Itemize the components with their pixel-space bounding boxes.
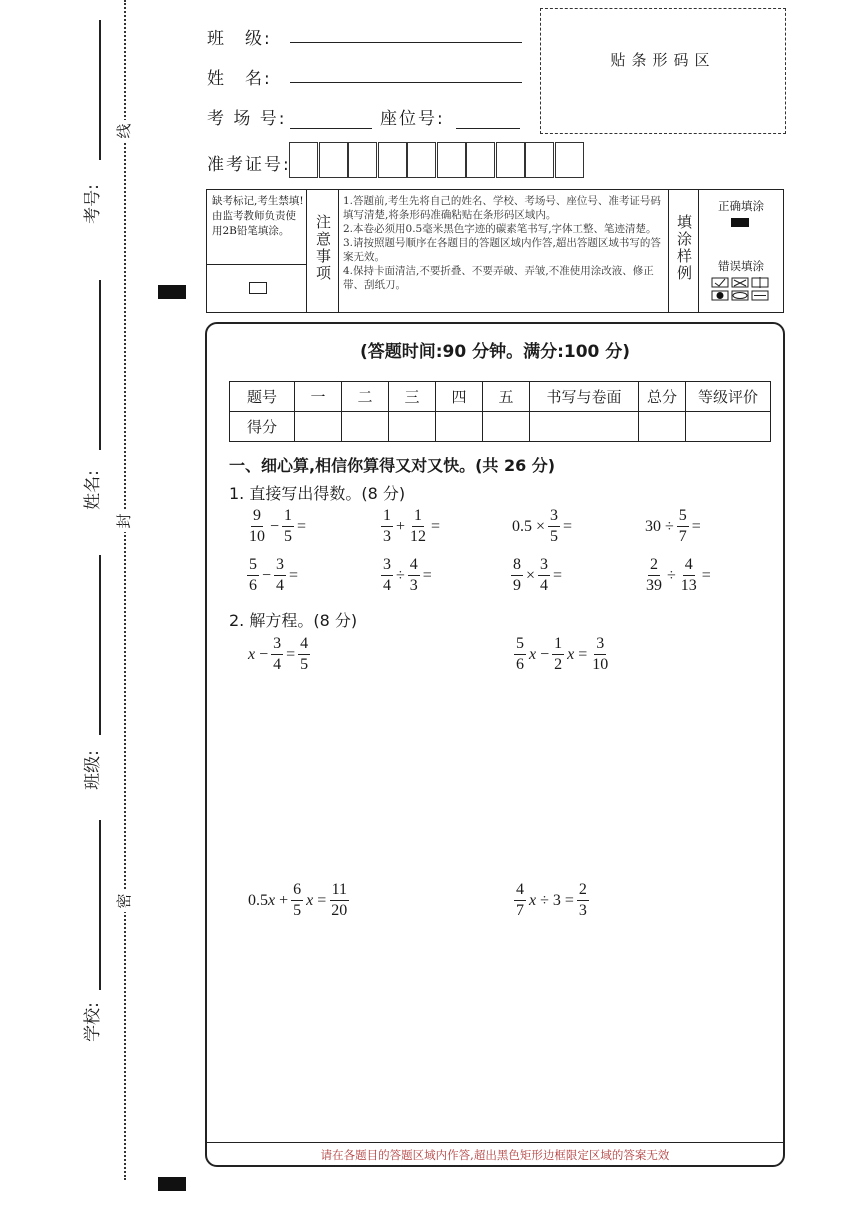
- fraction: $\frac{3}{4}$: [383, 556, 391, 594]
- table-header: 题号: [230, 382, 295, 412]
- fraction: $\frac{2}{3}$: [578, 881, 587, 919]
- answer-frame: [205, 322, 785, 1167]
- score-cell[interactable]: [342, 412, 389, 442]
- fraction: $\frac{4}{5}$: [300, 635, 309, 673]
- barcode-area: [540, 8, 786, 134]
- alignment-mark-bottom: [158, 1177, 186, 1191]
- time-info: (答题时间:90 分钟。满分:100 分): [359, 342, 631, 362]
- binding-dotted-line: [124, 0, 126, 1180]
- math-token: +: [396, 517, 406, 535]
- notice-item: 4.保持卡面清洁,不要折叠、不要弄破、弄皱,不准使用涂改液、修正带、刮纸刀。: [343, 265, 654, 291]
- fraction: $\frac{1}{3}$: [383, 507, 391, 545]
- q2-title: 2. 解方程。(8 分): [229, 611, 358, 630]
- wrong-fill-label: 错误填涂: [718, 259, 764, 273]
- class-field[interactable]: [290, 42, 522, 43]
- math-token: =: [317, 891, 327, 909]
- fraction: $\frac{6}{5}$: [293, 881, 302, 919]
- notice-items: [339, 190, 669, 312]
- math-token: =: [289, 566, 299, 584]
- math-token: =: [563, 517, 573, 535]
- binding-name-label: 姓名:: [83, 470, 103, 510]
- calc-expression: [643, 557, 713, 594]
- math-token: x: [306, 891, 314, 909]
- math-token: ×: [526, 566, 536, 584]
- math-token: x: [529, 891, 537, 909]
- seal-char-xian: 线: [113, 120, 135, 142]
- binding-school-line[interactable]: [99, 820, 101, 990]
- correct-fill-label: 正确填涂: [718, 199, 764, 213]
- room-label: 考 场 号:: [207, 109, 287, 129]
- calc-expression: [380, 557, 434, 594]
- name-field[interactable]: [290, 82, 522, 83]
- correct-fill-sample: [731, 218, 749, 227]
- calc-expression: [380, 508, 442, 545]
- absent-mark-text: 缺考标记,考生禁填!由监考教师负责使用2B铅笔填涂。: [212, 195, 304, 237]
- seat-field[interactable]: [456, 128, 520, 129]
- score-cell[interactable]: [389, 412, 436, 442]
- ticket-digit-box[interactable]: [437, 142, 466, 178]
- math-token: =: [701, 566, 711, 584]
- fraction: $\frac{4}{13}$: [680, 556, 697, 594]
- math-token: =: [422, 566, 432, 584]
- score-cell[interactable]: [639, 412, 686, 442]
- wrong-fill-samples: [711, 276, 773, 304]
- equation: [246, 882, 350, 919]
- fraction: $\frac{1}{5}$: [284, 507, 293, 545]
- ticket-digit-box[interactable]: [319, 142, 348, 178]
- score-cell[interactable]: [686, 412, 771, 442]
- ticket-digit-box[interactable]: [378, 142, 407, 178]
- math-token: =: [691, 517, 701, 535]
- table-header: 总分: [639, 382, 686, 412]
- math-token: ÷: [540, 891, 549, 909]
- score-table-score-row: [230, 412, 771, 442]
- math-token: −: [270, 517, 280, 535]
- math-token: =: [553, 566, 563, 584]
- absent-mark-column: [207, 190, 307, 312]
- binding-exam-no-label: 考号:: [83, 184, 103, 224]
- binding-school-label: 学校:: [83, 1002, 103, 1042]
- fraction: $\frac{3}{5}$: [550, 507, 559, 545]
- name-label: 姓 名:: [207, 69, 272, 89]
- fraction: $\frac{8}{9}$: [513, 556, 521, 594]
- binding-name-line[interactable]: [99, 280, 101, 450]
- notice-panel: [206, 189, 784, 313]
- ticket-digit-box[interactable]: [407, 142, 436, 178]
- calc-expression: [246, 557, 300, 594]
- score-cell[interactable]: [483, 412, 530, 442]
- sample-area: [699, 190, 783, 312]
- table-header: 三: [389, 382, 436, 412]
- table-header: 一: [295, 382, 342, 412]
- math-token: =: [297, 517, 307, 535]
- section1-title: 一、细心算,相信你算得又对又快。(共 26 分): [229, 456, 556, 475]
- math-token: ÷: [665, 517, 674, 535]
- room-field[interactable]: [290, 128, 372, 129]
- math-token: 30: [645, 517, 661, 535]
- calc-expression: [510, 557, 564, 594]
- score-table-header-row: [230, 382, 771, 412]
- math-token: −: [259, 645, 269, 663]
- ticket-digit-box[interactable]: [289, 142, 318, 178]
- equation: [513, 882, 590, 919]
- math-token: ÷: [396, 566, 405, 584]
- sample-title-column: [669, 190, 699, 312]
- table-header: 等级评价: [686, 382, 771, 412]
- math-token: =: [564, 891, 574, 909]
- ticket-digit-box[interactable]: [525, 142, 554, 178]
- notice-title-column: [307, 190, 339, 312]
- ticket-digit-box[interactable]: [496, 142, 525, 178]
- score-cell[interactable]: [295, 412, 342, 442]
- fraction: $\frac{9}{10}$: [249, 507, 265, 545]
- fraction: $\frac{5}{6}$: [249, 556, 257, 594]
- seat-label: 座位号:: [380, 109, 445, 129]
- ticket-digit-box[interactable]: [466, 142, 495, 178]
- math-token: ÷: [667, 566, 676, 584]
- table-header: 五: [483, 382, 530, 412]
- answer-area-footer: 请在各题目的答题区域内作答,超出黑色矩形边框限定区域的答案无效: [206, 1142, 784, 1167]
- score-cell[interactable]: [436, 412, 483, 442]
- barcode-area-label: 贴条形码区: [610, 51, 716, 69]
- equation: [513, 636, 611, 673]
- fraction: $\frac{4}{3}$: [409, 556, 418, 594]
- fraction: $\frac{11}{20}$: [331, 881, 348, 919]
- table-header: 四: [436, 382, 483, 412]
- q1-title: 1. 直接写出得数。(8 分): [229, 484, 406, 503]
- ticket-digit-box[interactable]: [348, 142, 377, 178]
- notice-title: 注意事项: [314, 214, 332, 282]
- fraction: $\frac{2}{39}$: [646, 556, 662, 594]
- notice-item: 3.请按照题号顺序在各题目的答题区域内作答,超出答题区域书写的答案无效。: [343, 237, 661, 263]
- fraction: $\frac{5}{7}$: [678, 507, 687, 545]
- score-table: [229, 381, 771, 442]
- notice-item: 1.答题前,考生先将自己的姓名、学校、考场号、座位号、准考证号码填写清楚,将条形码准确粘贴在条形码区域内。: [343, 195, 661, 221]
- table-header: 书写与卷面: [530, 382, 639, 412]
- math-token: =: [578, 645, 588, 663]
- calc-expression: [246, 508, 308, 545]
- fraction: $\frac{1}{2}$: [554, 635, 563, 673]
- calc-expression: [643, 508, 703, 545]
- math-token: 0.5x: [248, 891, 276, 909]
- binding-class-label: 班级:: [83, 750, 103, 790]
- math-token: 0.5: [512, 517, 532, 535]
- math-token: 3: [552, 891, 561, 909]
- table-header: 二: [342, 382, 389, 412]
- fraction: $\frac{4}{7}$: [516, 881, 524, 919]
- math-token: x: [529, 645, 537, 663]
- fraction: $\frac{5}{6}$: [516, 635, 524, 673]
- math-token: ×: [536, 517, 546, 535]
- math-token: −: [540, 645, 550, 663]
- seal-char-feng: 封: [113, 510, 135, 532]
- math-token: x: [248, 645, 256, 663]
- math-token: x: [567, 645, 575, 663]
- calc-expression: [510, 508, 574, 545]
- fraction: $\frac{3}{4}$: [540, 556, 549, 594]
- class-label: 班 级:: [207, 29, 272, 49]
- sample-title: 填涂样例: [675, 214, 693, 282]
- fraction: $\frac{1}{12}$: [410, 507, 427, 545]
- ticket-digit-box[interactable]: [555, 142, 584, 178]
- score-cell[interactable]: [530, 412, 639, 442]
- notice-item: 2.本卷必须用0.5毫米黑色字迹的碳素笔书写,字体工整、笔迹清楚。: [343, 223, 657, 235]
- seal-char-mi: 密: [113, 890, 135, 912]
- equation: [246, 636, 311, 673]
- binding-class-line[interactable]: [99, 555, 101, 735]
- binding-exam-no-line[interactable]: [99, 20, 101, 160]
- alignment-mark-top: [158, 285, 186, 299]
- fraction: $\frac{3}{4}$: [276, 556, 285, 594]
- math-token: −: [262, 566, 272, 584]
- table-row-label: 得分: [230, 412, 295, 442]
- math-token: =: [286, 645, 296, 663]
- math-token: =: [431, 517, 441, 535]
- math-token: +: [279, 891, 289, 909]
- ticket-label: 准考证号:: [207, 155, 291, 175]
- fraction: $\frac{3}{4}$: [273, 635, 282, 673]
- absent-mark-checkbox[interactable]: [249, 282, 267, 294]
- fraction: $\frac{3}{10}$: [592, 635, 609, 673]
